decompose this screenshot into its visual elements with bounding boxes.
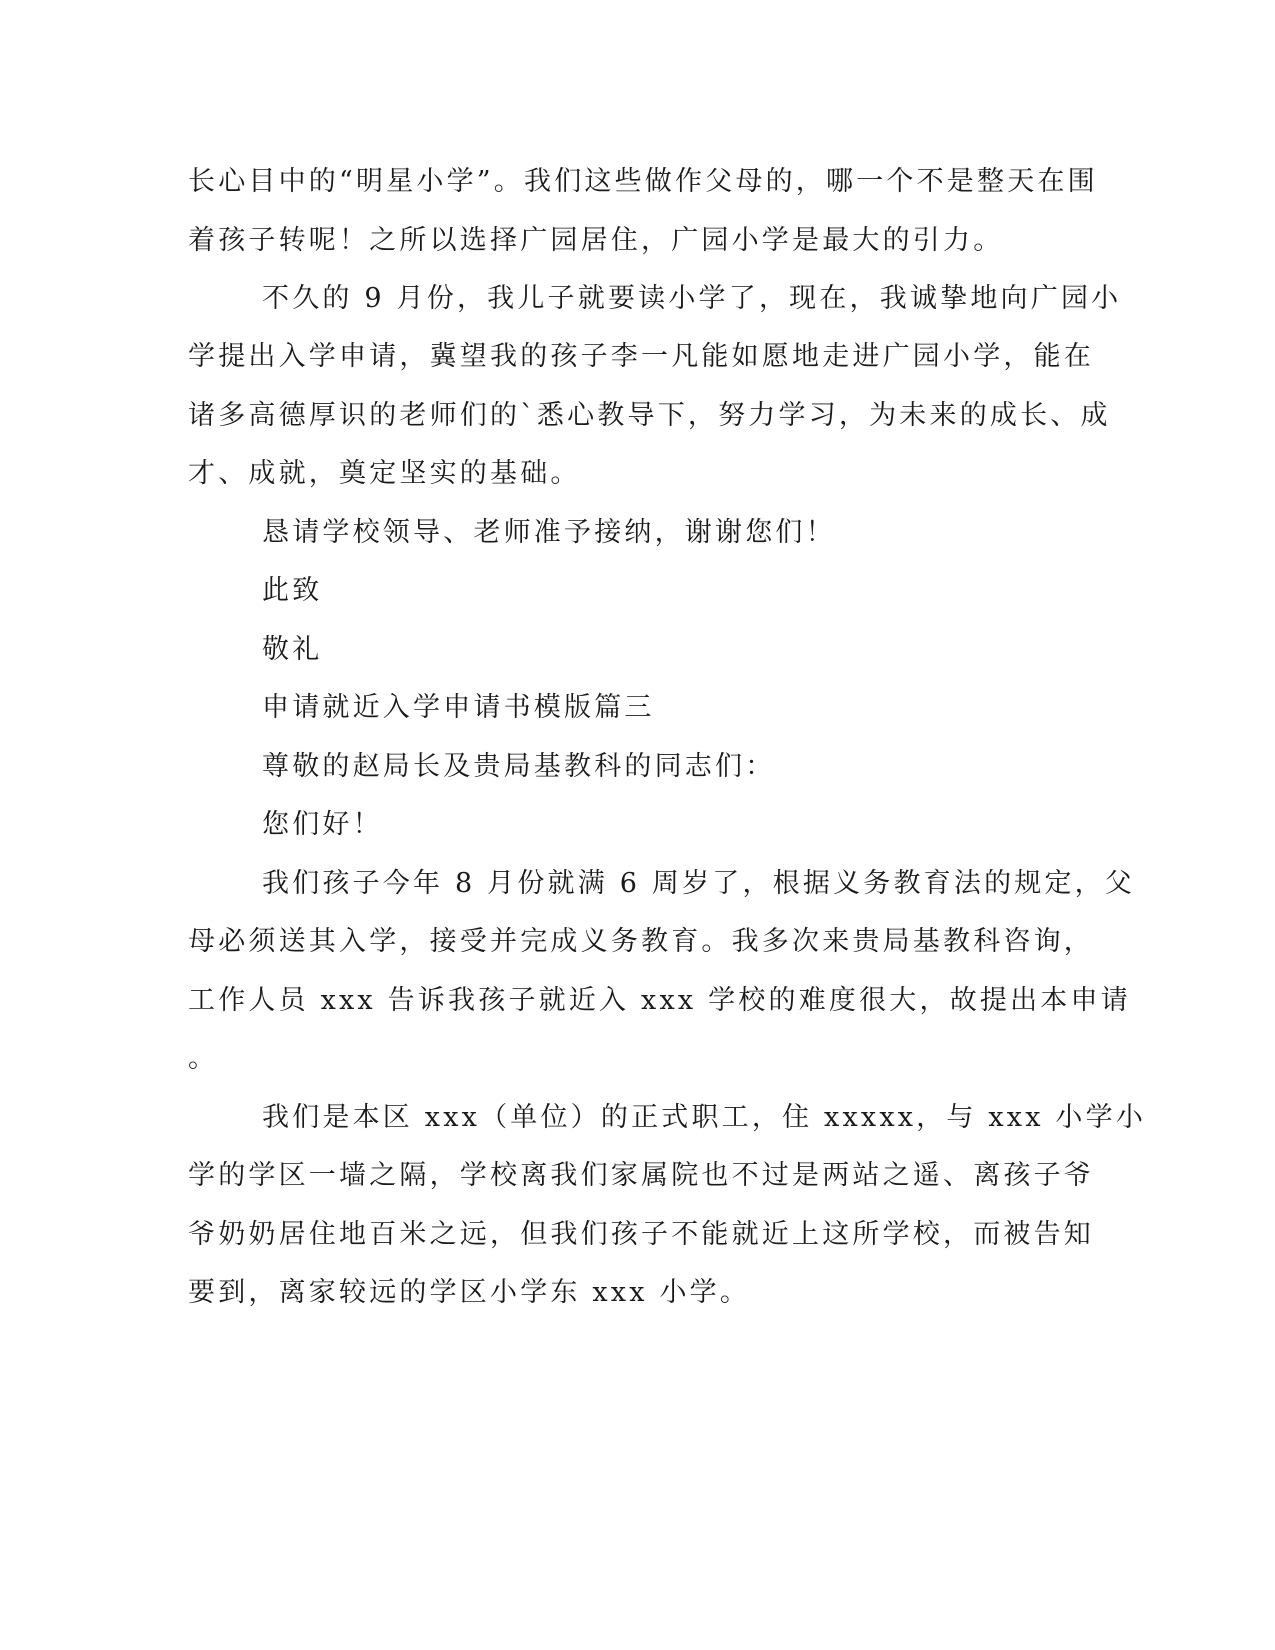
section-heading: 申请就近入学申请书模版篇三 xyxy=(262,692,655,723)
text-line: 不久的 9 月份，我儿子就要读小学了，现在，我诚挚地向广园小 xyxy=(262,283,1122,314)
text-line: 我们孩子今年 8 月份就满 6 周岁了，根据义务教育法的规定，父 xyxy=(262,868,1136,899)
text-line: 尊敬的赵局长及贵局基教科的同志们： xyxy=(262,751,776,782)
text-line: 诸多高德厚识的老师们的`悉心教导下，努力学习，为未来的成长、成 xyxy=(188,400,1111,431)
text-line: 敬礼 xyxy=(262,634,323,665)
text-line: 长心目中的“明星小学”。我们这些做作父母的，哪一个不是整天在围 xyxy=(188,166,1098,197)
text-line: 学提出入学申请，冀望我的孩子李一凡能如愿地走进广园小学，能在 xyxy=(188,341,1094,372)
text-line: 恳请学校领导、老师准予接纳，谢谢您们！ xyxy=(262,517,836,548)
text-line: 。 xyxy=(188,1043,219,1074)
text-line: 着孩子转呢！之所以选择广园居住，广园小学是最大的引力。 xyxy=(188,225,1004,256)
text-line: 工作人员 xxx 告诉我孩子就近入 xxx 学校的难度很大，故提出本申请 xyxy=(188,985,1131,1016)
text-line: 要到，离家较远的学区小学东 xxx 小学。 xyxy=(188,1277,751,1308)
text-line: 母必须送其入学，接受并完成义务教育。我多次来贵局基教科咨询， xyxy=(188,926,1094,957)
text-line: 此致 xyxy=(262,575,323,606)
text-line: 才、成就，奠定坚实的基础。 xyxy=(188,458,581,489)
text-line: 爷奶奶居住地百米之远，但我们孩子不能就近上这所学校，而被告知 xyxy=(188,1219,1094,1250)
text-line: 我们是本区 xxx（单位）的正式职工，住 xxxxx，与 xxx 小学小 xyxy=(262,1102,1147,1133)
text-line: 您们好！ xyxy=(262,809,383,840)
text-line: 学的学区一墙之隔，学校离我们家属院也不过是两站之遥、离孩子爷 xyxy=(188,1160,1094,1191)
